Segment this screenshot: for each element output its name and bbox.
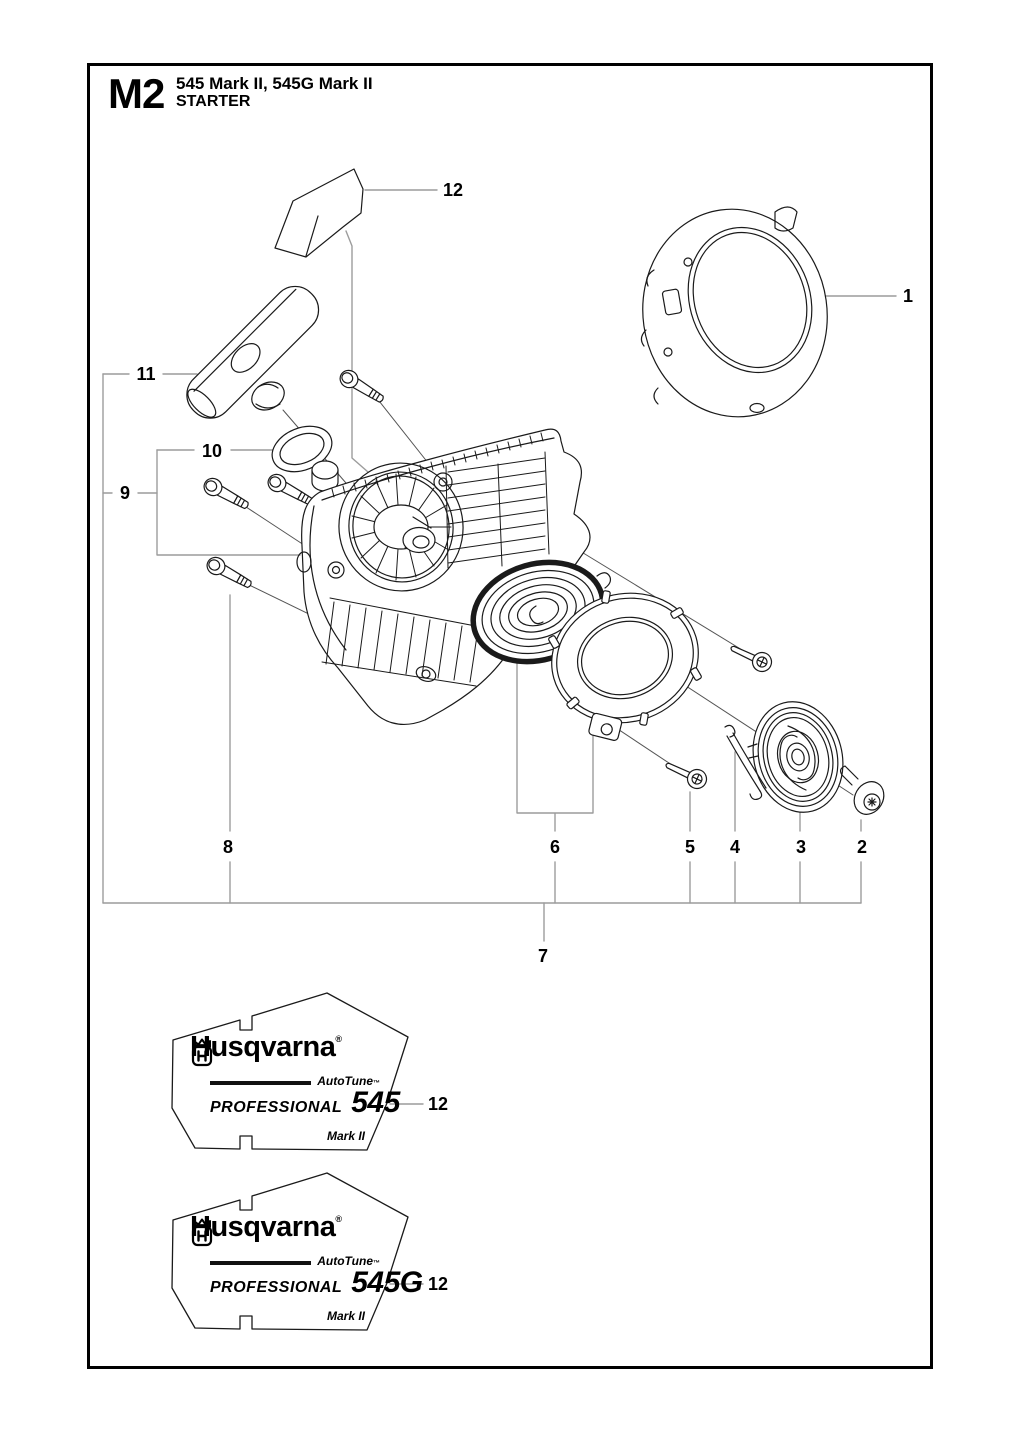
professional-label: PROFESSIONAL bbox=[210, 1099, 343, 1116]
registered-mark: ® bbox=[335, 1034, 343, 1044]
callout-4: 4 bbox=[729, 837, 741, 857]
callout-1: 1 bbox=[902, 286, 914, 306]
brand-wordmark: Husqvarna bbox=[190, 1211, 336, 1243]
model-number: 545 bbox=[351, 1086, 400, 1119]
trademark-mark: ™ bbox=[373, 1260, 380, 1267]
husqvarna-crown-icon bbox=[190, 1218, 214, 1248]
registered-mark: ® bbox=[335, 1214, 343, 1224]
part-2-pulley-screw bbox=[841, 766, 890, 820]
part-8-screw bbox=[204, 554, 255, 592]
callout-12-decal-545: 12 bbox=[427, 1094, 449, 1114]
callout-6: 6 bbox=[549, 837, 561, 857]
professional-label: PROFESSIONAL bbox=[210, 1279, 343, 1296]
decal-545g bbox=[160, 1165, 430, 1340]
callout-12-decal-545g: 12 bbox=[427, 1274, 449, 1294]
decal-545 bbox=[160, 985, 430, 1160]
callout-9: 9 bbox=[119, 483, 131, 503]
edition-label: Mark II bbox=[327, 1129, 366, 1143]
logo-underline-bar bbox=[210, 1081, 311, 1086]
husqvarna-logo bbox=[190, 1033, 342, 1062]
logo-underline-bar bbox=[210, 1261, 311, 1266]
trademark-mark: ™ bbox=[373, 1080, 380, 1087]
callout-7-assembly: 7 bbox=[537, 946, 549, 966]
part-1-starter-cover bbox=[629, 197, 840, 429]
section-code: M2 bbox=[108, 70, 165, 117]
husqvarna-logo bbox=[190, 1213, 342, 1242]
part-3-rope-pulley bbox=[741, 692, 855, 823]
part-11-starter-handle bbox=[178, 277, 328, 427]
callout-3: 3 bbox=[795, 837, 807, 857]
brand-wordmark: Husqvarna bbox=[190, 1031, 336, 1063]
callout-8: 8 bbox=[222, 837, 234, 857]
callout-11: 11 bbox=[136, 364, 156, 384]
header-models: 545 Mark II, 545G Mark II bbox=[176, 74, 373, 93]
autotune-label: AutoTune bbox=[317, 1074, 373, 1088]
husqvarna-crown-icon bbox=[190, 1038, 214, 1068]
part-12-sticker-blank bbox=[275, 169, 363, 257]
edition-label: Mark II bbox=[327, 1309, 366, 1323]
model-row bbox=[210, 1266, 423, 1300]
autotune-label: AutoTune bbox=[317, 1254, 373, 1268]
callout-5: 5 bbox=[684, 837, 696, 857]
callout-2: 2 bbox=[856, 837, 868, 857]
decal-545-outline bbox=[160, 985, 430, 1160]
decal-545g-outline bbox=[160, 1165, 430, 1340]
callout-10: 10 bbox=[201, 441, 223, 461]
callout-12-sticker: 12 bbox=[442, 180, 464, 200]
header-section: STARTER bbox=[176, 93, 251, 110]
model-row bbox=[210, 1086, 400, 1120]
model-number: 545G bbox=[351, 1266, 423, 1299]
